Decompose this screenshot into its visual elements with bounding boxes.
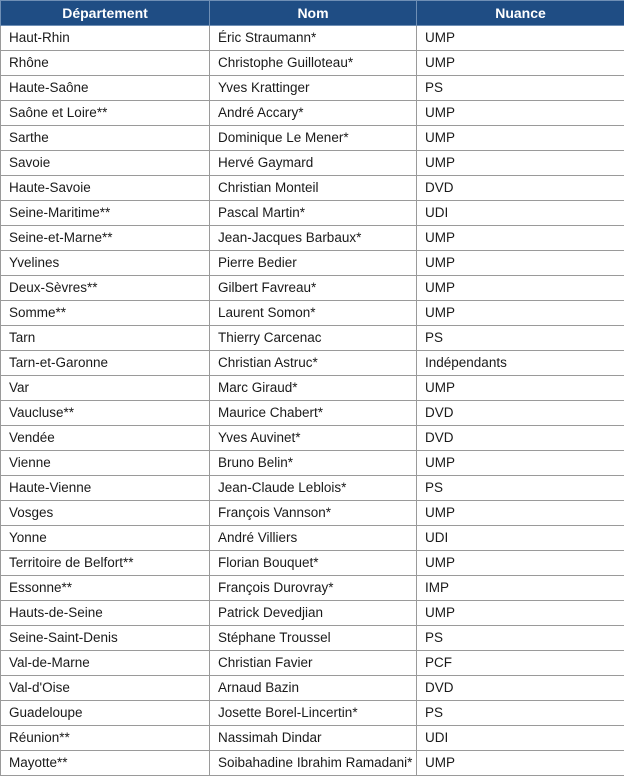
departement-cell: Guadeloupe <box>1 701 210 726</box>
nuance-cell: PS <box>417 476 624 501</box>
table-row <box>1 726 624 751</box>
departement-cell: Haute-Saône <box>1 76 210 101</box>
table-row <box>1 151 624 176</box>
table-row <box>1 126 624 151</box>
nuance-cell: UMP <box>417 751 624 776</box>
departement-cell: Haute-Vienne <box>1 476 210 501</box>
departement-cell: Tarn-et-Garonne <box>1 351 210 376</box>
nuance-cell: UDI <box>417 201 624 226</box>
table-row <box>1 501 624 526</box>
nuance-cell: PCF <box>417 651 624 676</box>
departement-cell: Deux-Sèvres** <box>1 276 210 301</box>
table-row <box>1 576 624 601</box>
departement-cell: Seine-Maritime** <box>1 201 210 226</box>
nom-cell: Marc Giraud* <box>210 376 417 401</box>
table-row <box>1 526 624 551</box>
nom-cell: Yves Krattinger <box>210 76 417 101</box>
nom-cell: Jean-Claude Leblois* <box>210 476 417 501</box>
departement-cell: Hauts-de-Seine <box>1 601 210 626</box>
nom-cell: Stéphane Troussel <box>210 626 417 651</box>
departement-cell: Tarn <box>1 326 210 351</box>
nom-cell: Laurent Somon* <box>210 301 417 326</box>
table-row <box>1 376 624 401</box>
nom-cell: Gilbert Favreau* <box>210 276 417 301</box>
nuance-cell: UMP <box>417 551 624 576</box>
table-row <box>1 226 624 251</box>
departement-cell: Vosges <box>1 501 210 526</box>
nuance-cell: UMP <box>417 51 624 76</box>
nom-cell: Christophe Guilloteau* <box>210 51 417 76</box>
table-row <box>1 701 624 726</box>
departement-cell: Mayotte** <box>1 751 210 776</box>
nom-cell: Dominique Le Mener* <box>210 126 417 151</box>
nuance-cell: UDI <box>417 726 624 751</box>
nuance-cell: UMP <box>417 501 624 526</box>
nuance-cell: IMP <box>417 576 624 601</box>
nom-cell: Christian Favier <box>210 651 417 676</box>
table-row <box>1 301 624 326</box>
nom-cell: Christian Astruc* <box>210 351 417 376</box>
departement-cell: Val-de-Marne <box>1 651 210 676</box>
table-row <box>1 176 624 201</box>
departement-cell: Yvelines <box>1 251 210 276</box>
table-row <box>1 26 624 51</box>
nom-cell: Éric Straumann* <box>210 26 417 51</box>
table-body <box>1 26 624 776</box>
departement-cell: Val-d'Oise <box>1 676 210 701</box>
nuance-cell: Indépendants <box>417 351 624 376</box>
table-row <box>1 426 624 451</box>
nuance-cell: UMP <box>417 151 624 176</box>
nuance-cell: DVD <box>417 401 624 426</box>
table-row <box>1 101 624 126</box>
table-row <box>1 651 624 676</box>
nuance-cell: UMP <box>417 101 624 126</box>
nom-cell: Pierre Bedier <box>210 251 417 276</box>
nom-cell: Yves Auvinet* <box>210 426 417 451</box>
table-row <box>1 351 624 376</box>
nom-cell: Arnaud Bazin <box>210 676 417 701</box>
nuance-cell: DVD <box>417 676 624 701</box>
nuance-cell: UMP <box>417 26 624 51</box>
table-row <box>1 401 624 426</box>
header-nuance: Nuance <box>417 1 624 26</box>
table-row <box>1 251 624 276</box>
table-row <box>1 476 624 501</box>
departement-cell: Rhône <box>1 51 210 76</box>
departement-cell: Yonne <box>1 526 210 551</box>
nom-cell: Josette Borel-Lincertin* <box>210 701 417 726</box>
table-row <box>1 626 624 651</box>
nom-cell: Patrick Devedjian <box>210 601 417 626</box>
departement-cell: Vienne <box>1 451 210 476</box>
table-row <box>1 451 624 476</box>
nom-cell: François Vannson* <box>210 501 417 526</box>
nom-cell: Bruno Belin* <box>210 451 417 476</box>
table-row <box>1 601 624 626</box>
departement-cell: Haut-Rhin <box>1 26 210 51</box>
nom-cell: André Villiers <box>210 526 417 551</box>
departement-cell: Saône et Loire** <box>1 101 210 126</box>
nuance-cell: DVD <box>417 426 624 451</box>
nom-cell: André Accary* <box>210 101 417 126</box>
nom-cell: Christian Monteil <box>210 176 417 201</box>
table-row <box>1 51 624 76</box>
departement-cell: Seine-Saint-Denis <box>1 626 210 651</box>
nuance-cell: UMP <box>417 251 624 276</box>
nom-cell: Thierry Carcenac <box>210 326 417 351</box>
nom-cell: Florian Bouquet* <box>210 551 417 576</box>
nom-cell: Pascal Martin* <box>210 201 417 226</box>
nuance-cell: PS <box>417 626 624 651</box>
nuance-cell: PS <box>417 701 624 726</box>
departement-cell: Réunion** <box>1 726 210 751</box>
header-row <box>1 1 624 26</box>
departement-cell: Haute-Savoie <box>1 176 210 201</box>
nuance-cell: UMP <box>417 276 624 301</box>
departement-cell: Sarthe <box>1 126 210 151</box>
departement-cell: Vendée <box>1 426 210 451</box>
nuance-cell: UMP <box>417 301 624 326</box>
departement-cell: Territoire de Belfort** <box>1 551 210 576</box>
nuance-cell: UDI <box>417 526 624 551</box>
nom-cell: Jean-Jacques Barbaux* <box>210 226 417 251</box>
nuance-cell: UMP <box>417 601 624 626</box>
table-row <box>1 326 624 351</box>
nom-cell: Soibahadine Ibrahim Ramadani* <box>210 751 417 776</box>
departement-cell: Savoie <box>1 151 210 176</box>
table-row <box>1 201 624 226</box>
table-row <box>1 76 624 101</box>
departement-cell: Essonne** <box>1 576 210 601</box>
nuance-cell: UMP <box>417 126 624 151</box>
table-row <box>1 676 624 701</box>
nuance-cell: PS <box>417 326 624 351</box>
table-row <box>1 276 624 301</box>
nom-cell: François Durovray* <box>210 576 417 601</box>
table-row <box>1 551 624 576</box>
departement-cell: Vaucluse** <box>1 401 210 426</box>
table-header <box>1 1 624 26</box>
header-departement: Département <box>1 1 210 26</box>
table-row <box>1 751 624 776</box>
nom-cell: Hervé Gaymard <box>210 151 417 176</box>
nuance-cell: DVD <box>417 176 624 201</box>
nom-cell: Nassimah Dindar <box>210 726 417 751</box>
departement-cell: Seine-et-Marne** <box>1 226 210 251</box>
header-nom: Nom <box>210 1 417 26</box>
departement-cell: Somme** <box>1 301 210 326</box>
nuance-cell: UMP <box>417 376 624 401</box>
nuance-cell: UMP <box>417 451 624 476</box>
nuance-cell: PS <box>417 76 624 101</box>
departement-cell: Var <box>1 376 210 401</box>
nom-cell: Maurice Chabert* <box>210 401 417 426</box>
nuance-cell: UMP <box>417 226 624 251</box>
